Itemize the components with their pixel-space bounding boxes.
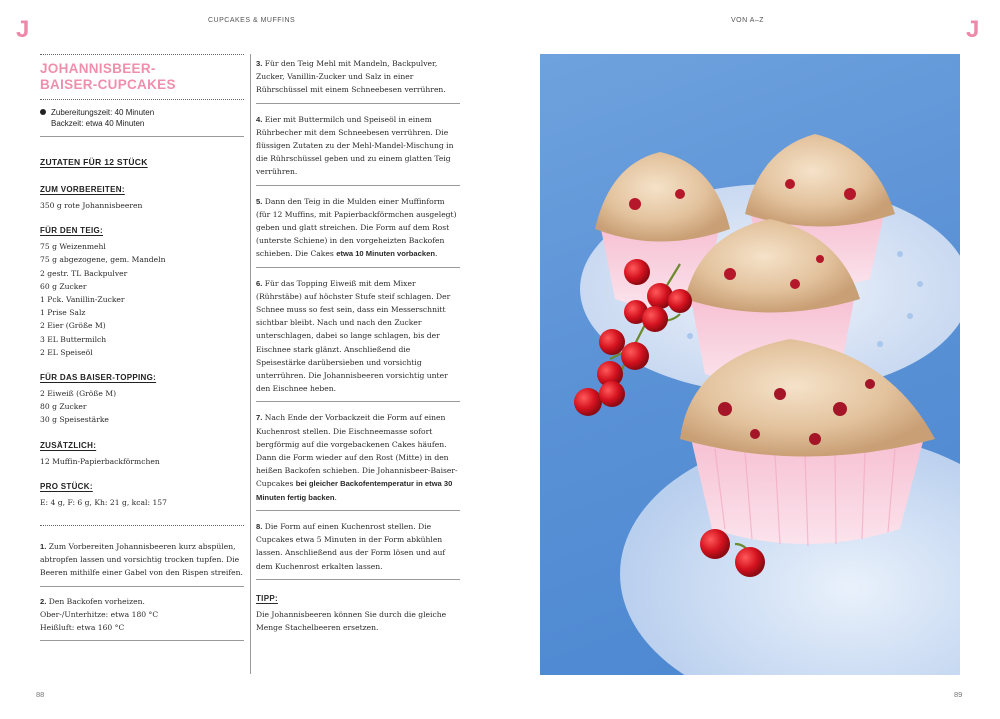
ingredient-item: 2 Eier (Größe M) (40, 321, 106, 331)
step-number: 5. (256, 196, 263, 206)
step-temp-top-bottom: Ober-/Unterhitze: etwa 180 °C (40, 609, 159, 619)
bullet-icon (40, 109, 46, 115)
ingredient-item: 12 Muffin-Papierbackförmchen (40, 456, 160, 466)
step-text: Für das Topping Eiweiß mit dem Mixer (Rührstäbe) auf höchster Stufe steif schlagen. Der Schnee muss so fest sein, dass ein Messerschnitt sichtbar bleibt. Nach und nach den Zucker unterschlagen, dabei so lange schlagen, bis der Eischnee stark glänzt. Anschließend die Speisestärke darübersieben und vorsichtig unterrühren. Die Johannisbeeren vorsichtig unter den Eischnee heben. (256, 278, 451, 394)
step-7 (256, 408, 460, 509)
ingredient-item: 1 Prise Salz (40, 308, 86, 318)
ingredient-item: 2 gestr. TL Backpulver (40, 268, 128, 278)
step-1 (40, 526, 244, 586)
ingredient-item: 75 g Weizenmehl (40, 242, 106, 252)
step-text: Die Form auf einen Kuchenrost stellen. Die Cupcakes etwa 5 Minuten in der Form abkühlen lassen. Anschließend aus der Form lösen und auf dem Kuchenrost erkalten lassen. (256, 521, 446, 571)
step-number: 3. (256, 59, 263, 68)
group-heading-additional: ZUSÄTZLICH: (40, 440, 97, 450)
step-number: 8. (256, 521, 263, 531)
step-text: Den Backofen vorheizen. (48, 596, 145, 606)
ingredient-item: 30 g Speisestärke (40, 415, 109, 425)
steps-column-left (40, 525, 244, 641)
tip-heading: TIPP: (256, 593, 278, 603)
step-6 (256, 274, 460, 402)
thumb-index-letter-right: J (966, 16, 980, 43)
ingredients-heading: ZUTATEN FÜR 12 STÜCK (40, 157, 148, 167)
ingredient-item: 350 g rote Johannisbeeren (40, 201, 143, 210)
time-info (40, 100, 244, 136)
prep-time: Zubereitungszeit: 40 Minuten (51, 108, 155, 117)
divider (40, 136, 244, 137)
step-punctuation: . (434, 249, 438, 259)
column-separator (250, 54, 251, 674)
ingredient-item: 2 EL Speiseöl (40, 347, 93, 357)
page-number-right: 89 (954, 690, 963, 699)
step-5 (256, 192, 460, 267)
ingredient-item: 60 g Zucker (40, 281, 87, 291)
group-heading-nutrition: PRO STÜCK: (40, 481, 93, 491)
step-punctuation: . (334, 492, 337, 502)
bake-time: Backzeit: etwa 40 Minuten (51, 119, 145, 128)
recipe-title-line-1: JOHANNISBEER- (40, 61, 156, 76)
recipe-title-line-2: BAISER-CUPCAKES (40, 77, 176, 92)
steps-column-right (256, 54, 460, 634)
divider (256, 579, 460, 580)
step-text: Für den Teig Mehl mit Mandeln, Backpulver, Zucker, Vanillin-Zucker und Salz in einer Rührschüssel mit einem Schneebesen verrühren. (256, 59, 446, 95)
ingredient-item: 2 Eiweiß (Größe M) (40, 389, 117, 399)
group-heading-prepare: ZUM VORBEREITEN: (40, 185, 125, 194)
page-number-left: 88 (36, 690, 45, 699)
step-emphasis: etwa 10 Minuten vorbacken (336, 249, 435, 259)
step-4 (256, 110, 460, 185)
ingredient-item: 80 g Zucker (40, 402, 87, 412)
running-head-right: VON A–Z (731, 17, 765, 24)
step-8 (256, 517, 460, 579)
step-number: 4. (256, 114, 263, 124)
step-text: Zum Vorbereiten Johannisbeeren kurz abspülen, abtropfen lassen und vorsichtig trocken tupfen. Die Beeren mithilfe einer Gabel von den Rispen streifen. (40, 542, 243, 578)
step-number: 7. (256, 413, 263, 423)
step-3 (256, 54, 460, 103)
divider (40, 640, 244, 641)
step-text: Eier mit Buttermilch und Speiseöl in einem Rührbecher mit dem Schneebesen verrühren. Die flüssigen Zutaten zu der Mehl-Mandel-Mischung in die Rührschüssel geben und zu einem glatten Teig verrühren. (256, 114, 454, 177)
ingredients-column (40, 54, 244, 509)
thumb-index-letter-left: J (16, 16, 30, 43)
step-number: 2. (40, 596, 47, 606)
nutrition-values: E: 4 g, F: 6 g, Kh: 21 g, kcal: 157 (40, 497, 167, 507)
recipe-title (40, 55, 244, 99)
step-number: 1. (40, 542, 47, 551)
ingredient-item: 3 EL Buttermilch (40, 334, 107, 344)
ingredient-item: 1 Pck. Vanillin-Zucker (40, 295, 125, 305)
step-emphasis: bei gleicher Backofentemperatur in etwa 30 Minuten fertig backen (256, 479, 453, 502)
step-temp-convection: Heißluft: etwa 160 °C (40, 623, 125, 633)
group-heading-topping: FÜR DAS BAISER-TOPPING: (40, 373, 157, 383)
cupcake-photo-illustration (540, 54, 960, 675)
step-2 (40, 587, 244, 641)
cupcake-photo (540, 54, 960, 675)
group-heading-dough: FÜR DEN TEIG: (40, 226, 104, 236)
step-text: Nach Ende der Vorbackzeit die Form auf einen Kuchenrost stellen. Die Eischneemasse sofort bergförmig auf die vorgebackenen Cakes häufen. Dann die Form wieder auf den Rost (Mitte) in den heißen Backofen schieben. Die Johannisbeer-Baiser-Cupcakes (256, 413, 458, 489)
ingredient-item: 75 g abgezogene, gem. Mandeln (40, 255, 166, 265)
step-number: 6. (256, 278, 263, 288)
step-text: Dann den Teig in die Mulden einer Muffinform (für 12 Muffins, mit Papierbackförmchen ausgelegt) geben und glatt streichen. Die Form auf dem Rost (unterste Schiene) in den vorgeheizten Backofen schieben. Die Cakes (256, 196, 457, 259)
tip-text: Die Johannisbeeren können Sie durch die gleiche Menge Stachelbeeren ersetzen. (256, 609, 447, 632)
running-head-left: CUPCAKES & MUFFINS (208, 17, 296, 24)
